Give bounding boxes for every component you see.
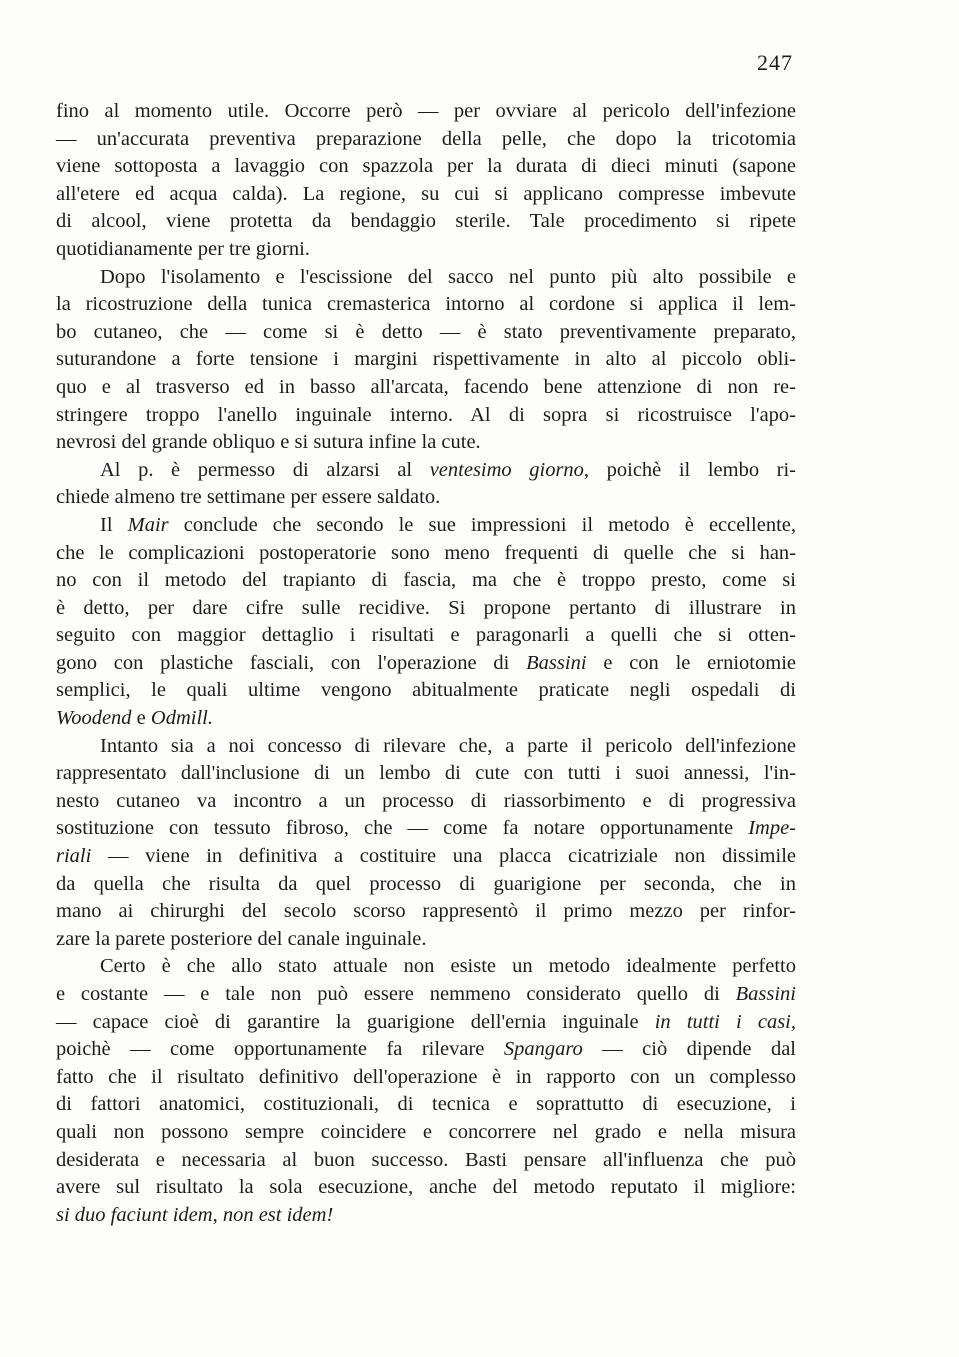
text-line: Al p. è permesso di alzarsi al ventesimo giorno, poichè il lembo ri- bbox=[100, 458, 797, 481]
text-line: riali — viene in definitiva a costituire una placca cicatriziale non dissimile bbox=[56, 845, 796, 868]
text-line: poichè — come opportunamente fa rilevare Spangaro — ciò dipende dal bbox=[56, 1038, 797, 1061]
text-line: semplici, le quali ultime vengono abitualmente praticate negli ospedali di bbox=[56, 679, 796, 702]
text-line: Certo è che allo stato attuale non esiste un metodo idealmente perfetto bbox=[100, 955, 796, 978]
text-line: la ricostruzione della tunica cremasterica intorno al cordone si applica il lem- bbox=[56, 293, 796, 316]
text-line: rappresentato dall'inclusione di un lembo di cute con tutti i suoi annessi, l'in- bbox=[56, 762, 796, 785]
text-line: suturandone a forte tensione i margini rispettivamente in alto al piccolo obli- bbox=[56, 348, 796, 371]
body-text bbox=[56, 98, 796, 1229]
text-line: da quella che risulta da quel processo di guarigione per seconda, che in bbox=[56, 872, 796, 895]
text-line: Il Mair conclude che secondo le sue impressioni il metodo è eccellente, bbox=[100, 513, 796, 536]
text-line: è detto, per dare cifre sulle recidive. Si propone pertanto di illustrare in bbox=[56, 596, 796, 619]
text-line: zare la parete posteriore del canale inguinale. bbox=[56, 927, 427, 950]
text-line: avere sul risultato la sola esecuzione, anche del metodo reputato il migliore: bbox=[56, 1176, 796, 1199]
text-line: nesto cutaneo va incontro a un processo di riassorbimento e di progressiva bbox=[56, 789, 796, 812]
text-line: — un'accurata preventiva preparazione della pelle, che dopo la tricotomia bbox=[56, 127, 796, 150]
text-line: di fattori anatomici, costituzionali, di tecnica e soprattutto di esecuzione, i bbox=[56, 1093, 796, 1116]
text-line: all'etere ed acqua calda). La regione, su cui si applicano compresse imbevute bbox=[56, 182, 796, 205]
text-line: quali non possono sempre coincidere e concorrere nel grado e nella misura bbox=[56, 1120, 796, 1143]
text-line: seguito con maggior dettaglio i risultati e paragonarli a quelli che si otten- bbox=[56, 624, 796, 647]
text-line: Dopo l'isolamento e l'escissione del sacco nel punto più alto possibile e bbox=[100, 265, 796, 288]
text-line: chiede almeno tre settimane per essere saldato. bbox=[56, 486, 441, 509]
text-line: sostituzione con tessuto fibroso, che — come fa notare opportunamente Impe- bbox=[56, 817, 796, 840]
text-line: mano ai chirurghi del secolo scorso rappresentò il primo mezzo per rinfor- bbox=[56, 900, 796, 923]
text-line: fatto che il risultato definitivo dell'operazione è in rapporto con un complesso bbox=[56, 1065, 796, 1088]
text-line: si duo faciunt idem, non est idem! bbox=[56, 1203, 334, 1226]
text-line: stringere troppo l'anello inguinale interno. Al di sopra si ricostruisce l'apo- bbox=[56, 403, 796, 426]
text-line: Woodend e Odmill. bbox=[56, 707, 213, 730]
text-line: gono con plastiche fasciali, con l'operazione di Bassini e con le erniotomie bbox=[56, 651, 796, 674]
text-line: nevrosi del grande obliquo e si sutura infine la cute. bbox=[56, 431, 481, 454]
text-line: — capace cioè di garantire la guarigione dell'ernia inguinale in tutti i casi, bbox=[56, 1010, 797, 1033]
text-line: bo cutaneo, che — come si è detto — è stato preventivamente preparato, bbox=[56, 320, 796, 343]
text-line: fino al momento utile. Occorre però — per ovviare al pericolo dell'infezione bbox=[56, 100, 796, 122]
text-line: e costante — e tale non può essere nemmeno considerato quello di Bassini bbox=[56, 983, 796, 1005]
text-line: Intanto sia a noi concesso di rilevare che, a parte il pericolo dell'infezione bbox=[100, 734, 796, 757]
text-line: desiderata e necessaria al buon successo. Basti pensare all'influenza che può bbox=[56, 1148, 796, 1171]
page-number: 247 bbox=[757, 50, 793, 75]
text-line: che le complicazioni postoperatorie sono meno frequenti di quelle che si han- bbox=[56, 541, 796, 564]
text-line: quotidianamente per tre giorni. bbox=[56, 237, 310, 260]
text-line: di alcool, viene protetta da bendaggio sterile. Tale procedimento si ripete bbox=[56, 210, 796, 233]
text-line: no con il metodo del trapianto di fascia, ma che è troppo presto, come si bbox=[56, 569, 796, 592]
text-line: quo e al trasverso ed in basso all'arcata, facendo bene attenzione di non re- bbox=[56, 375, 796, 398]
text-line: viene sottoposta a lavaggio con spazzola per la durata di dieci minuti (sapone bbox=[56, 155, 796, 178]
